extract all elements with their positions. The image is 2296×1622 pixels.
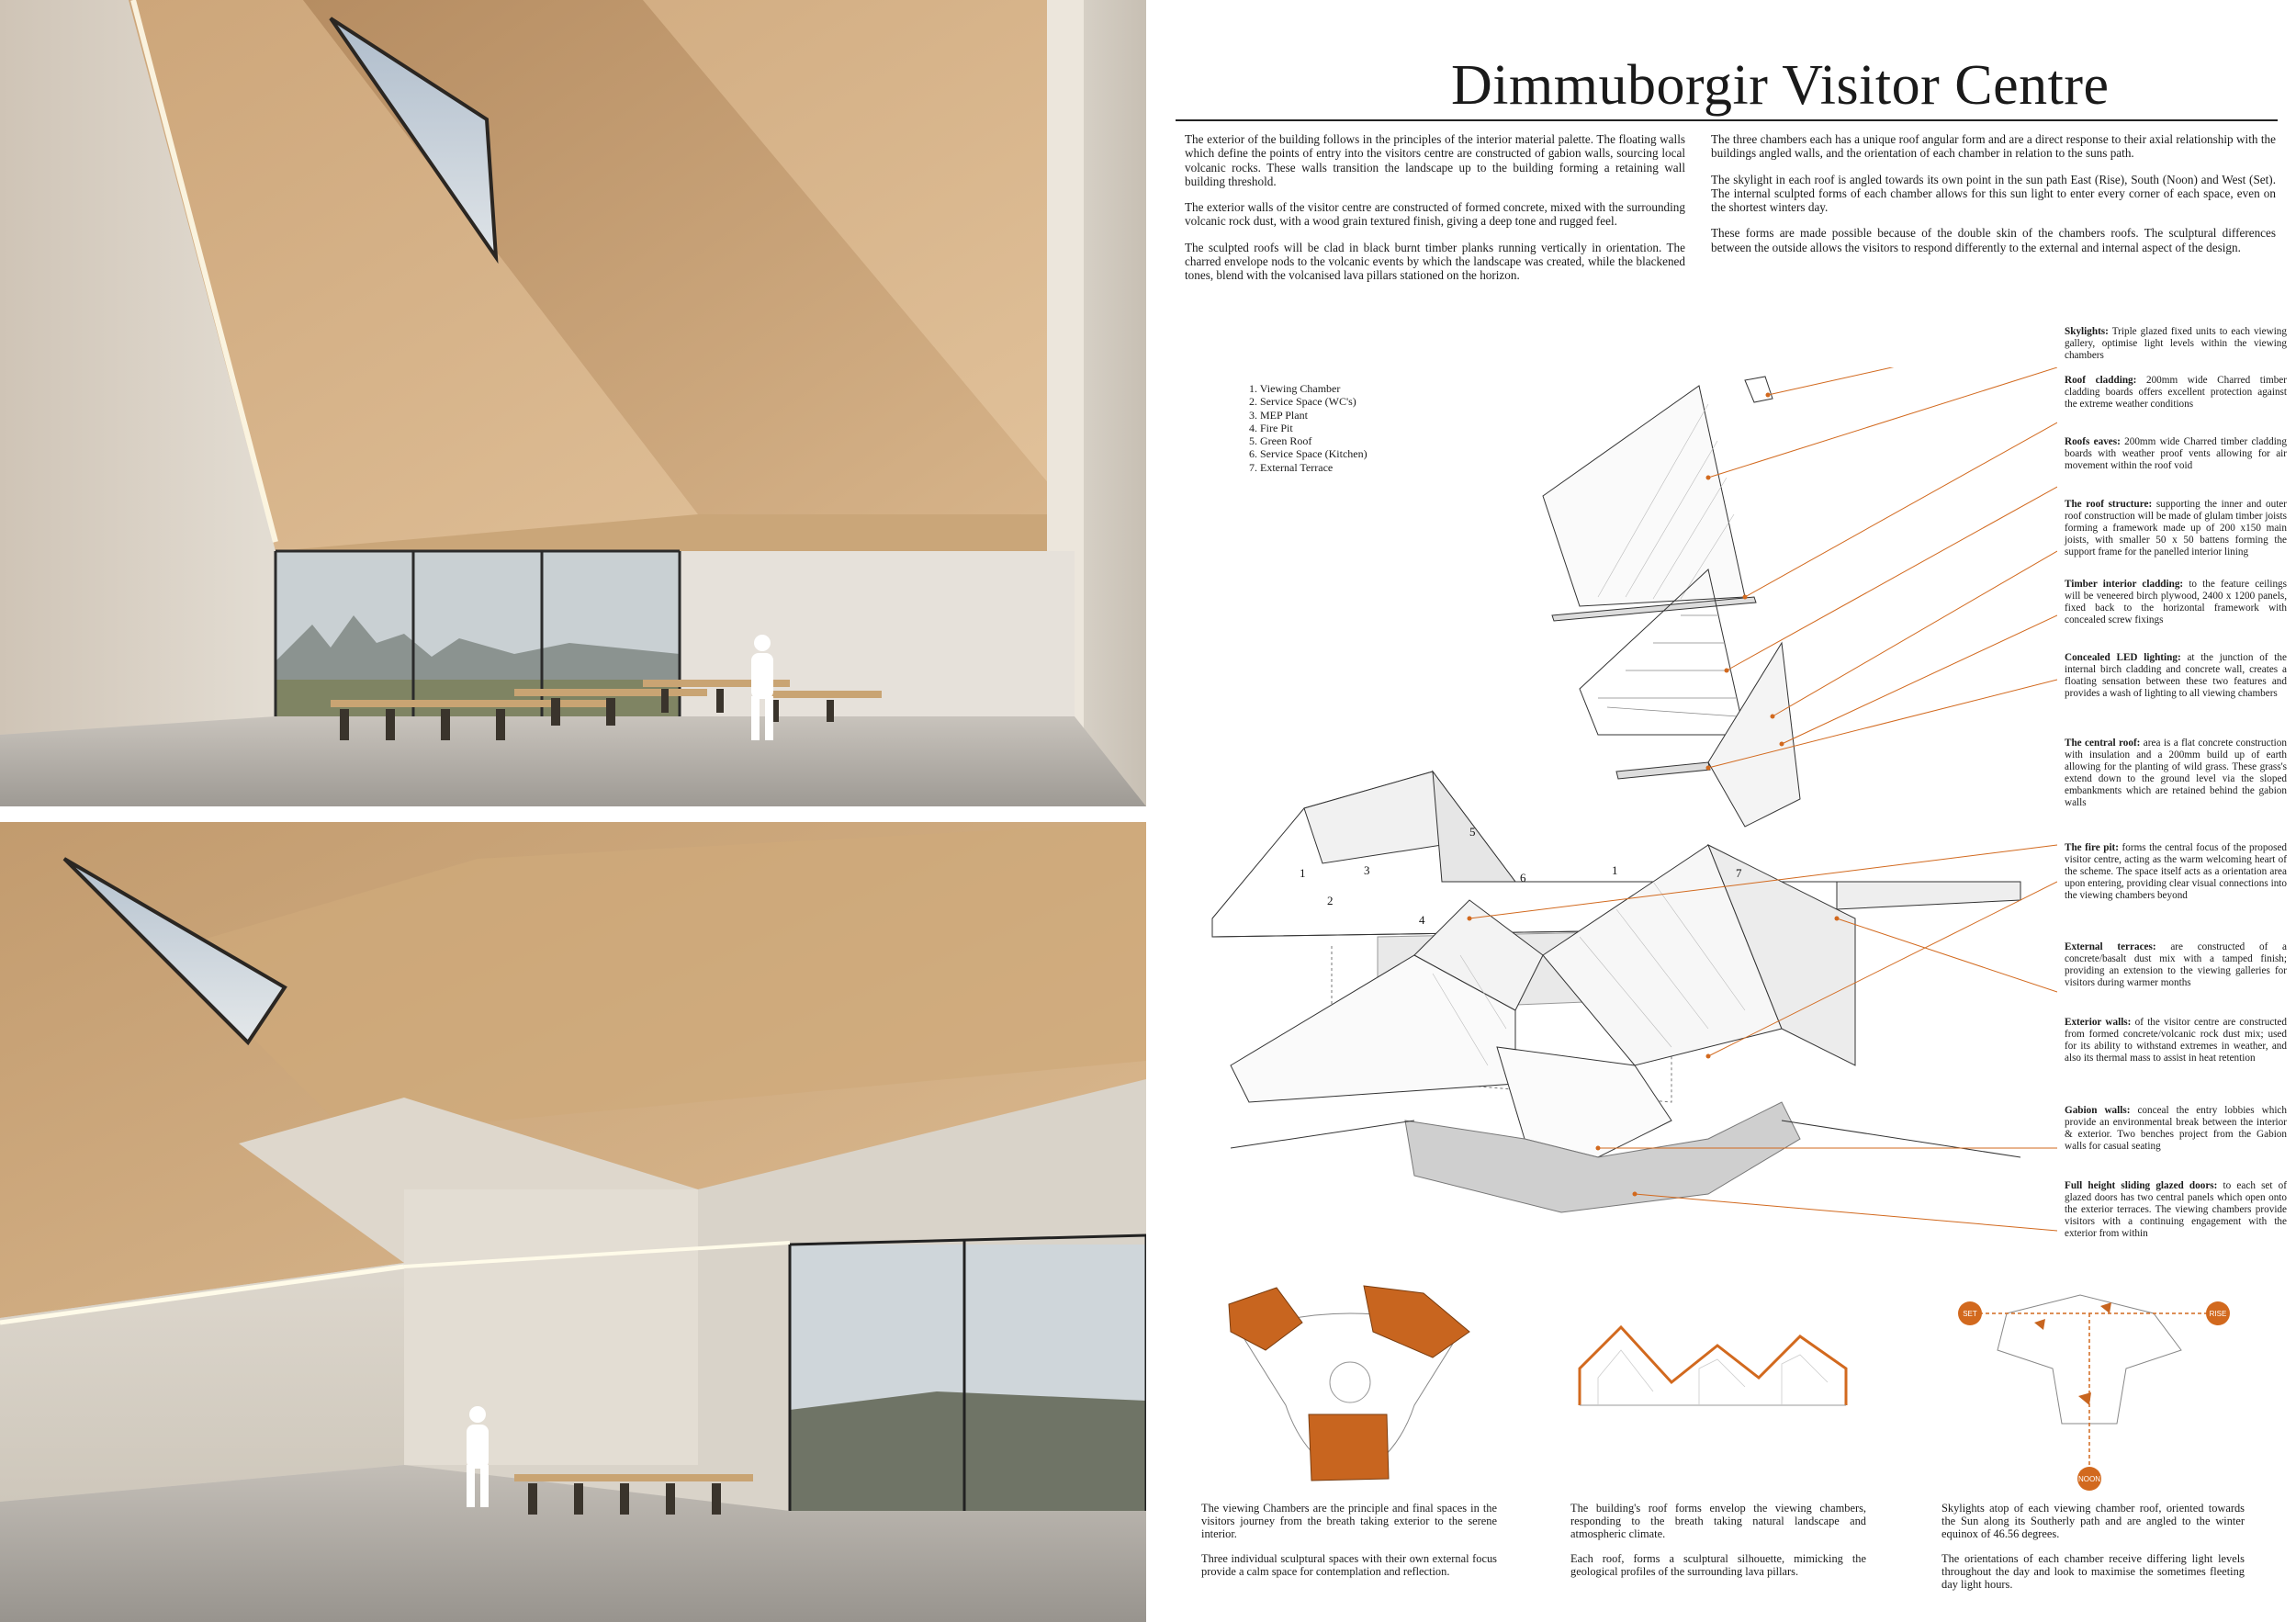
note-roof-structure: The roof structure: supporting the inner and outer roof construction will be made of glulam timber joists forming a framework made up of 200 x150 main joists, with smaller 50 x 50 battens forming the support frame for the panelled interior lining bbox=[2065, 499, 2287, 558]
note-skylights: Skylights: Triple glazed fixed units to each viewing gallery, optimise light levels within the viewing chambers bbox=[2065, 326, 2287, 361]
sun-label-set: SET bbox=[1963, 1310, 1977, 1318]
roof-silhouette-diagram bbox=[1570, 1313, 1855, 1424]
note-gabion-walls: Gabion walls: conceal the entry lobbies which provide an environmental break between the interior & exterior. Two benches project from the Gabion walls for casual seating bbox=[2065, 1105, 2287, 1152]
note-external-terraces: External terraces: are constructed of a concrete/basalt dust mix with a tamped finish; providing an extension to the viewing galleries for visitors during warmer months bbox=[2065, 941, 2287, 988]
caption-paragraph: Three individual sculptural spaces with their own external focus provide a calm space for contemplation and reflection. bbox=[1201, 1551, 1497, 1578]
caption-paragraph: The orientations of each chamber receive differing light levels throughout the day and look to maximise the sometimes fleeting day light hours. bbox=[1941, 1551, 2245, 1592]
legend-item: 6. Service Space (Kitchen) bbox=[1249, 447, 1367, 461]
note-sliding-glazed-doors: Full height sliding glazed doors: to each set of glazed doors has two central panels which open onto the exterior terraces. The viewing chambers provide visitors with a continuing engagement with the exterior from within bbox=[2065, 1180, 2287, 1239]
note-exterior-walls: Exterior walls: of the visitor centre are constructed from formed concrete/volcanic rock dust mix; used for its ability to withstand extremes in weather, and also its thermal mass to assist in heat retention bbox=[2065, 1017, 2287, 1064]
intro-left-paragraph-2: The exterior walls of the visitor centre are constructed of formed concrete, mixed with the surrounding volcanic rock dust, with a wood grain textured finish, giving a deep tone and rugged feel. bbox=[1185, 200, 1685, 229]
intro-column-left bbox=[1185, 132, 1685, 295]
intro-right-paragraph-1: The three chambers each has a unique roof angular form and are a direct response to their axial relationship with the buildings angled walls, and the orientation of each chamber in relation to the suns path. bbox=[1711, 132, 2276, 161]
note-concealed-led-lighting: Concealed LED lighting: at the junction of the internal birch cladding and concrete wall, creates a floating sensation between these two features and provides a wash of lighting to all viewing chambers bbox=[2065, 652, 2287, 699]
title-rule bbox=[1176, 119, 2278, 121]
section-number: 4 bbox=[1419, 913, 1425, 927]
section-number: 1 bbox=[1612, 863, 1618, 877]
section-number: 2 bbox=[1327, 894, 1334, 907]
interior-render-top bbox=[0, 0, 1146, 806]
legend-item: 3. MEP Plant bbox=[1249, 408, 1308, 422]
sun-path-diagram bbox=[1942, 1286, 2245, 1497]
legend-item: 5. Green Roof bbox=[1249, 434, 1312, 448]
section-number: 1 bbox=[1300, 866, 1306, 880]
note-timber-interior-cladding: Timber interior cladding: to the feature ceilings will be veneered birch plywood, 2400 x 1200 panels, fixed back to the horizontal framework with concealed screw fixings bbox=[2065, 579, 2288, 625]
presentation-sheet bbox=[1157, 0, 2296, 1622]
legend-item: 2. Service Space (WC's) bbox=[1249, 395, 1356, 409]
intro-right-paragraph-2: The skylight in each roof is angled towards its own point in the sun path East (Rise), South (Noon) and West (Set). The internal sculpted forms of each chamber allows for this sun light to enter every corner of each space, even on the shortest winters day. bbox=[1711, 172, 2276, 215]
caption-paragraph: The viewing Chambers are the principle and final spaces in the visitors journey from the breath taking exterior to the serene interior. bbox=[1201, 1502, 1497, 1541]
section-number: 5 bbox=[1469, 825, 1476, 839]
intro-left-paragraph-3: The sculpted roofs will be clad in black burnt timber planks running vertically in orientation. The charred envelope nods to the volcanic events by which the landscape was created, while the blackened tones, blend with the volcanised lava pillars stationed on the horizon. bbox=[1185, 240, 1685, 283]
caption-paragraph: The building's roof forms envelop the viewing chambers, responding to the breath taking natural landscape and atmospheric climate. bbox=[1570, 1502, 1866, 1541]
note-roof-eaves: Roofs eaves: 200mm wide Charred timber cladding boards with weather proof vents allowing for air movement within the roof void bbox=[2065, 436, 2287, 471]
sun-label-noon: NOON bbox=[2078, 1475, 2100, 1483]
note-central-roof: The central roof: area is a flat concrete construction with insulation and a 200mm build up of earth allowing for the planting of wild grass. These grass's extend down to the ground level via the sloped embankments which are retained behind the gabion walls bbox=[2065, 738, 2287, 808]
intro-left-paragraph-1: The exterior of the building follows in the principles of the interior material palette. The floating walls which define the points of entry into the visitors centre are constructed of gabion walls, sourcing local volcanic rocks. These walls transition the landscape up to the building forming a retaining wall building threshold. bbox=[1185, 132, 1685, 188]
caption-paragraph: Skylights atop of each viewing chamber roof, oriented towards the Sun along its Southerly path and are angled to the winter equinox of 46.56 degrees. bbox=[1941, 1502, 2245, 1541]
note-roof-cladding: Roof cladding: 200mm wide Charred timber cladding boards offers excellent protection against the extreme weather conditions bbox=[2065, 375, 2287, 410]
page-title: Dimmuborgir Visitor Centre bbox=[1451, 54, 2110, 117]
note-fire-pit: The fire pit: forms the central focus of the proposed visitor centre, acting as the warm welcoming heart of the scheme. The space itself acts as a orientation area upon entering, providing clear visual connections into the viewing chambers beyond bbox=[2065, 842, 2287, 901]
legend-item: 1. Viewing Chamber bbox=[1249, 382, 1341, 395]
sun-label-rise: RISE bbox=[2209, 1310, 2227, 1318]
section-number: 3 bbox=[1364, 863, 1370, 877]
exploded-axonometric-diagram bbox=[1194, 367, 2057, 1277]
caption-paragraph: Each roof, forms a sculptural silhouette, mimicking the geological profiles of the surrounding lava pillars. bbox=[1570, 1551, 1866, 1578]
viewing-chambers-plan-diagram bbox=[1212, 1277, 1479, 1488]
caption-roof-forms bbox=[1570, 1502, 1866, 1589]
intro-right-paragraph-3: These forms are made possible because of the double skin of the chambers roofs. The sculptural differences between the outside allows the visitors to respond differently to the external and internal aspect of the design. bbox=[1711, 226, 2276, 254]
section-number: 6 bbox=[1520, 871, 1526, 884]
section-number: 7 bbox=[1736, 866, 1742, 880]
intro-column-right bbox=[1711, 132, 2276, 266]
caption-viewing-chambers bbox=[1201, 1502, 1497, 1589]
interior-render-bottom bbox=[0, 822, 1146, 1622]
legend-item: 7. External Terrace bbox=[1249, 460, 1334, 474]
caption-skylights bbox=[1941, 1502, 2245, 1602]
legend-item: 4. Fire Pit bbox=[1249, 421, 1293, 434]
